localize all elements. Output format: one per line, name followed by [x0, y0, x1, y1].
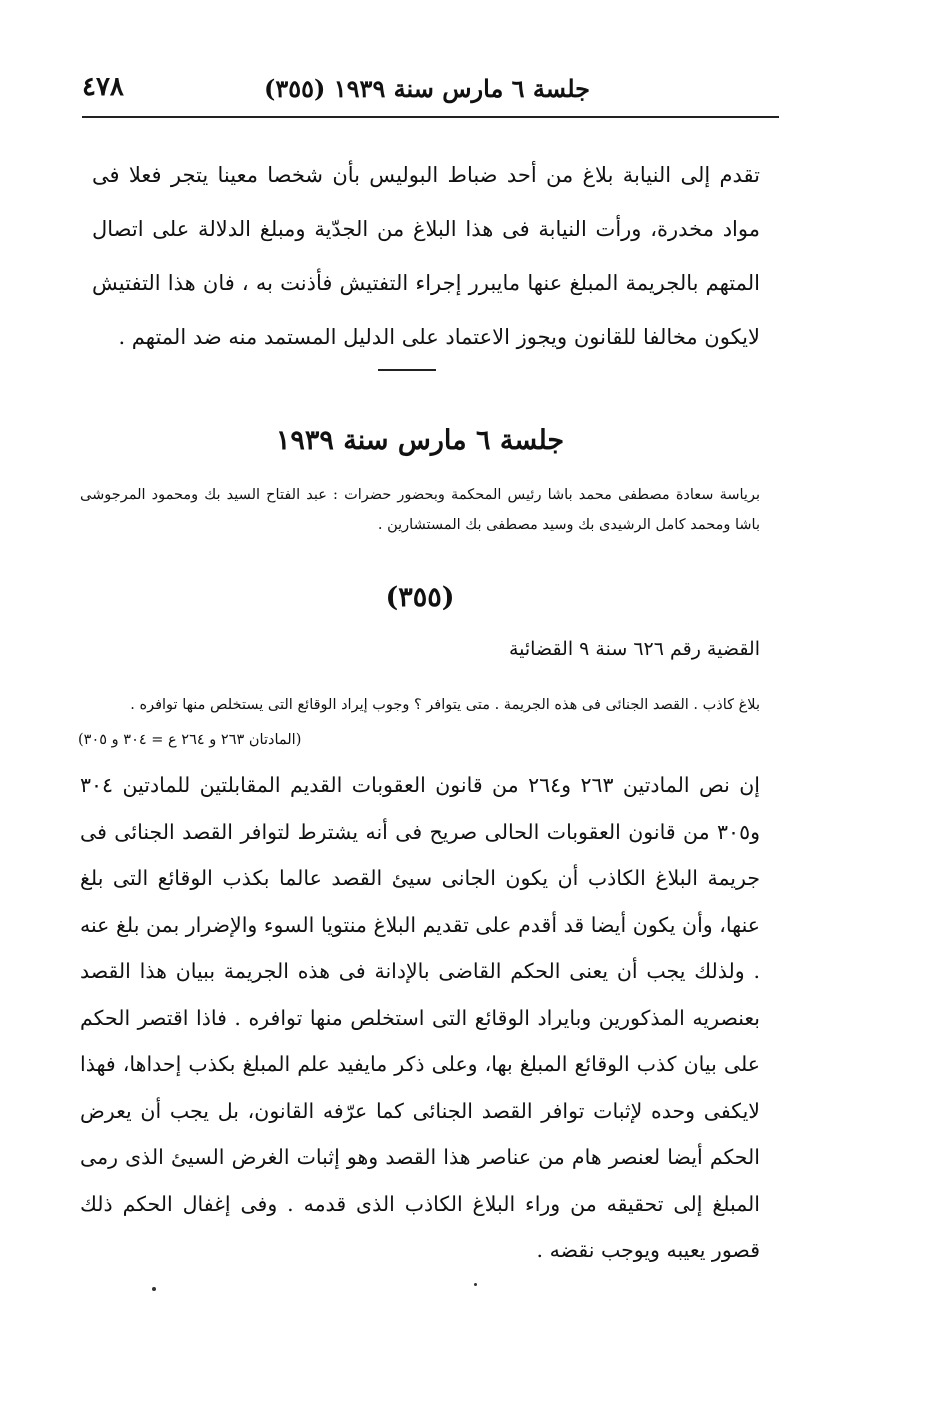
case-number: (٣٥٥) — [385, 582, 455, 613]
print-speck — [152, 1287, 156, 1291]
ruling-paragraph: إن نص المادتين ٢٦٣ و٢٦٤ من قانون العقوبات القديم المقابلتين للمادتين ٣٠٤ و٣٠٥ من قانون العقوبات الحالى صريح فى أنه يشترط لتوافر القصد الجنائى فى جريمة البلاغ الكاذب أن يكون الجانى سيئ القصد عالما بكذب الوقائع التى بلغ عنها، وأن يكون أيضا قد أقدم على تقديم البلاغ منتويا السوء والإضرار بمن بلغ عنه . ولذلك يجب أن يعنى الحكم القاضى بالإدانة فى هذه الجريمة ببيان هذا القصد بعنصريه المذكورين وبايراد الوقائع التى استخلص منها توافره . فاذا اقتصر الحكم على بيان كذب الوقائع المبلغ بها، وعلى ذكر مايفيد علم المبلغ بكذب إحداها، فهذا لايكفى وحده لإثبات توافر القصد الجنائى كما عرّفه القانون، بل يجب أن يعرض الحكم أيضا لعنصر هام من عناصر هذا القصد وهو إثبات الغرض السيئ الذى رمى المبلغ إلى تحقيقه من وراء البلاغ الكاذب الذى قدمه . وفى إغفال الحكم ذلك قصور يعيبه ويوجب نقضه . — [80, 773, 760, 1262]
previous-case-paragraph: تقدم إلى النيابة بلاغ من أحد ضباط البوليس بأن شخصا معينا يتجر فعلا فى مواد مخدرة، ورأت النيابة فى هذا البلاغ من الجدّية ومبلغ الدلالة على اتصال المتهم بالجريمة المبلغ عنها مايبرر إجراء التفتيش فأذنت به ، فان هذا التفتيش لايكون مخالفا للقانون ويجوز الاعتماد على الدليل المستمد منه ضد المتهم . — [92, 163, 760, 349]
section-divider — [378, 369, 436, 371]
case-title: القضية رقم ٦٢٦ سنة ٩ القضائية — [508, 638, 760, 660]
session-heading: جلسة ٦ مارس سنة ١٩٣٩ — [275, 425, 565, 456]
presidency-paragraph: برياسة سعادة مصطفى محمد باشا رئيس المحكمة وبحضور حضرات : عبد الفتاح السيد بك ومحمود المرجوشى باشا ومحمد كامل الرشيدى بك وسيد مصطفى بك المستشارين . — [80, 487, 760, 533]
running-header — [82, 70, 777, 112]
headnote: بلاغ كاذب . القصد الجنائى فى هذه الجريمة . متى يتوافر ؟ وجوب إيراد الوقائع التى يستخلص منها توافره . — [130, 697, 760, 713]
running-title: جلسة ٦ مارس سنة ١٩٣٩ (٣٥٥) — [264, 74, 590, 103]
print-speck — [474, 1283, 477, 1286]
page-number: ٤٧٨ — [82, 72, 124, 102]
header-rule — [82, 116, 779, 118]
statute-reference: (المادتان ٢٦٣ و ٢٦٤ ع = ٣٠٤ و ٣٠٥) — [78, 732, 302, 748]
